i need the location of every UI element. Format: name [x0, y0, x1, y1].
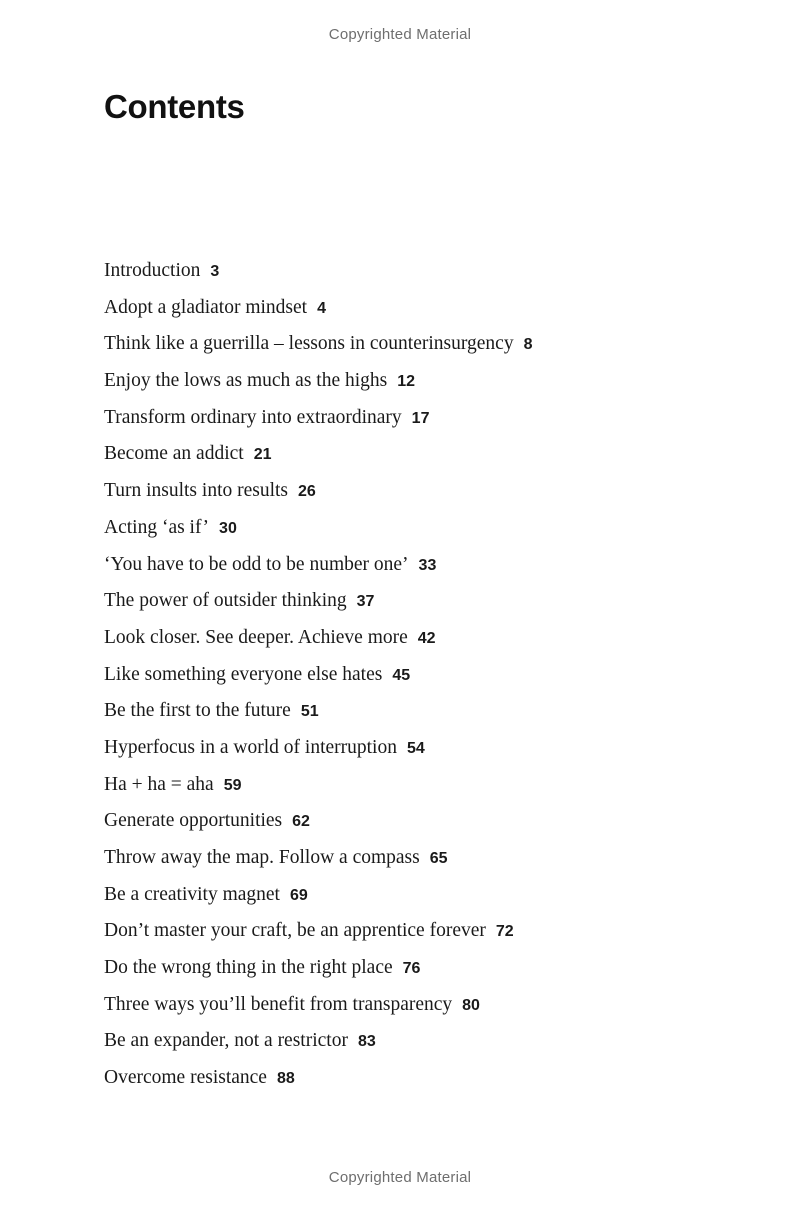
toc-entry [104, 987, 533, 1024]
toc-entry-page-number: 33 [418, 556, 437, 574]
toc-entry-page-number: 45 [392, 666, 411, 684]
toc-entry [104, 510, 533, 547]
toc-entry-title: The power of outsider thinking [104, 590, 347, 612]
toc-entry-title: Adopt a gladiator mindset [104, 296, 308, 318]
toc-entry-title: Enjoy the lows as much as the highs [104, 370, 388, 392]
toc-entry [104, 583, 533, 620]
toc-entry-page-number: 76 [402, 960, 421, 978]
toc-entry-page-number: 83 [357, 1033, 376, 1051]
toc-entry-title: Look closer. See deeper. Achieve more [104, 626, 408, 648]
toc-entry [104, 290, 533, 327]
toc-entry-title: Like something everyone else hates [104, 663, 383, 685]
toc-entry [104, 326, 533, 363]
toc-entry-page-number: 69 [289, 886, 308, 904]
toc-entry [104, 767, 533, 804]
toc-entry-page-number: 4 [317, 299, 326, 317]
toc-entry-title: Turn insults into results [104, 480, 289, 502]
toc-entry-page-number: 17 [411, 409, 430, 427]
header-copyright-notice: Copyrighted Material [328, 26, 472, 43]
toc-entry-title: Generate opportunities [104, 810, 283, 832]
toc-entry [104, 693, 533, 730]
toc-entry-page-number: 21 [253, 446, 272, 464]
toc-entry-title: Hyperfocus in a world of interruption [104, 736, 397, 758]
toc-entry [104, 473, 533, 510]
toc-entry [104, 253, 533, 290]
toc-entry [104, 547, 533, 584]
toc-entry [104, 950, 533, 987]
toc-entry-page-number: 62 [292, 813, 310, 831]
toc-entry-title: Think like a guerrilla – lessons in counterinsurgency [104, 333, 514, 355]
toc-entry-page-number: 30 [219, 519, 237, 537]
toc-entry [104, 657, 533, 694]
toc-entry-title: ‘You have to be odd to be number one’ [104, 553, 409, 575]
toc-entry-page-number: 59 [223, 776, 242, 794]
toc-entry [104, 913, 533, 950]
page-title: Contents [104, 88, 245, 125]
toc-entry-page-number: 42 [417, 629, 436, 647]
toc-entry-page-number: 12 [397, 373, 416, 391]
table-of-contents [104, 253, 533, 1097]
toc-entry-page-number: 8 [523, 336, 533, 354]
toc-entry-title: Do the wrong thing in the right place [104, 957, 393, 979]
toc-entry-page-number: 3 [210, 263, 220, 280]
toc-entry [104, 1023, 533, 1060]
toc-entry-title: Don’t master your craft, be an apprentice forever [104, 920, 486, 942]
toc-entry-title: Become an addict [104, 443, 244, 465]
toc-entry-page-number: 26 [298, 483, 316, 501]
toc-entry-page-number: 72 [495, 923, 514, 941]
toc-entry-page-number: 80 [462, 996, 480, 1014]
toc-entry-title: Acting ‘as if’ [104, 516, 210, 538]
toc-entry [104, 877, 533, 914]
toc-entry [104, 620, 533, 657]
footer-copyright-notice: Copyrighted Material [328, 1169, 472, 1186]
toc-entry-page-number: 88 [276, 1070, 295, 1088]
toc-entry-title: Introduction [104, 260, 201, 281]
toc-entry-page-number: 51 [300, 703, 319, 721]
toc-entry [104, 436, 533, 473]
toc-entry-page-number: 37 [356, 593, 375, 611]
toc-entry-title: Be the first to the future [104, 700, 291, 722]
toc-entry [104, 803, 533, 840]
toc-entry [104, 363, 533, 400]
toc-entry-page-number: 65 [429, 850, 448, 867]
toc-entry [104, 1060, 533, 1097]
toc-entry-page-number: 54 [406, 739, 425, 757]
toc-entry [104, 400, 533, 437]
toc-entry-title: Three ways you’ll benefit from transparency [104, 993, 453, 1015]
toc-entry-title: Be an expander, not a restrictor [104, 1030, 348, 1052]
toc-entry-title: Overcome resistance [104, 1067, 267, 1089]
toc-entry-title: Transform ordinary into extraordinary [104, 406, 402, 428]
toc-entry [104, 840, 533, 877]
toc-entry-title: Ha + ha = aha [104, 773, 214, 795]
toc-entry-title: Throw away the map. Follow a compass [104, 847, 420, 868]
toc-entry [104, 730, 533, 767]
toc-entry-title: Be a creativity magnet [104, 883, 280, 905]
